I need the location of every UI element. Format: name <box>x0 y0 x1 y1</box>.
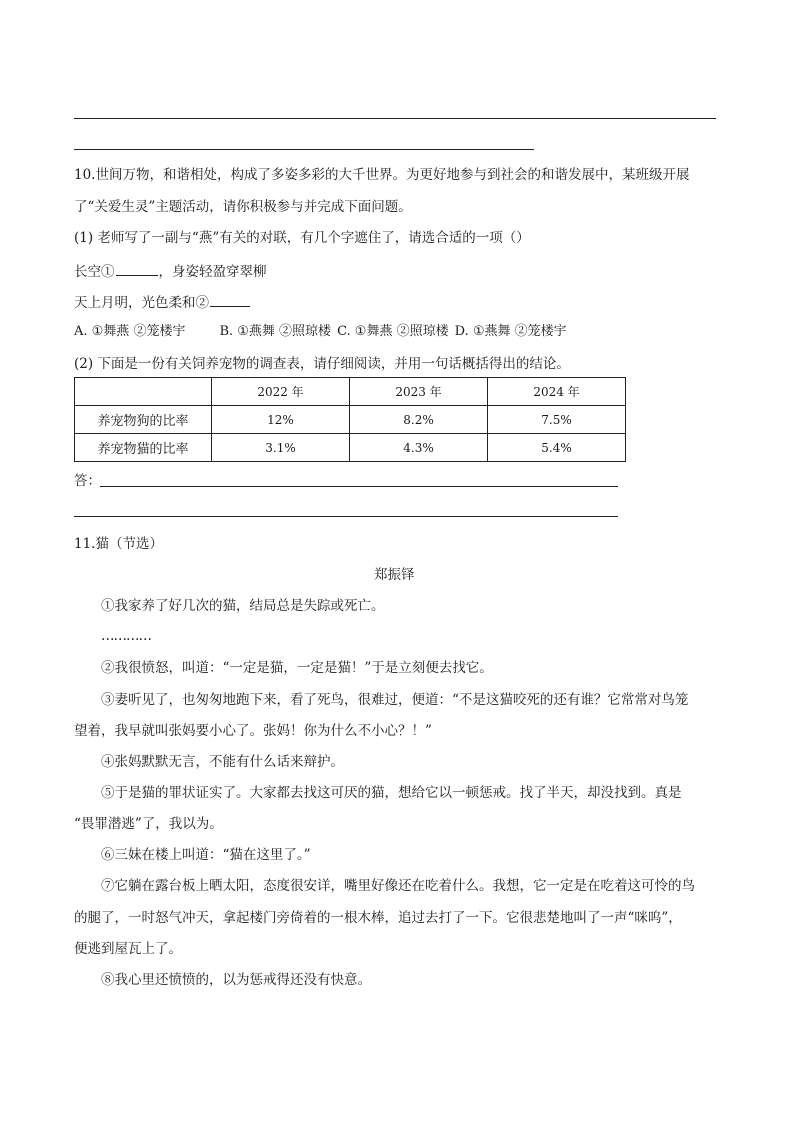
table-cell: 3.1% <box>212 434 350 462</box>
table-cell: 12% <box>212 406 350 434</box>
paragraph-2: ②我很愤怒，叫道：“一定是猫，一定是猫！”于是立刻便去找它。 <box>101 660 493 676</box>
table-cell: 5.4% <box>488 434 626 462</box>
table-cell: 4.3% <box>350 434 488 462</box>
table-row <box>75 406 626 434</box>
answer-line-top-2 <box>74 149 534 150</box>
table-cell: 养宠物狗的比率 <box>75 406 212 434</box>
couplet-line-1 <box>74 261 267 281</box>
paragraph-7-line1: ⑦它躺在露台板上晒太阳，态度很安详，嘴里好像还在吃着什么。我想，它一定是在吃着这可怜的鸟 <box>101 878 695 894</box>
couplet-line-2 <box>74 292 251 312</box>
paragraph-1: ①我家养了好几次的猫，结局总是失踪或死亡。 <box>101 598 385 614</box>
q10-part2-prompt: (2) 下面是一份有关饲养宠物的调查表，请仔细阅读，并用一句话概括得出的结论。 <box>74 356 570 372</box>
table-row <box>75 434 626 462</box>
table-header-row <box>75 378 626 406</box>
option-a: A. ①舞燕 ②笼楼宇 <box>74 324 186 339</box>
table-header-cell <box>75 378 212 406</box>
paragraph-3-line2: 望着，我早就叫张妈要小心了。张妈！你为什么不小心？！” <box>74 723 432 739</box>
answer-line-1 <box>100 486 618 487</box>
q10-stem-line2: 了“关爱生灵”主题活动，请你积极参与并完成下面问题。 <box>74 199 412 215</box>
paragraph-7-line3: 便逃到屋瓦上了。 <box>74 941 182 957</box>
ellipsis: ………… <box>101 628 151 644</box>
answer-line-top-1 <box>74 118 716 119</box>
answer-line-2 <box>74 516 618 517</box>
table-header-cell: 2022 年 <box>212 378 350 406</box>
paragraph-7-line2: 的腿了，一时怒气冲天，拿起楼门旁倚着的一根木棒，追过去打了一下。它很悲楚地叫了一声“咪呜”， <box>74 910 682 926</box>
q11-heading: 11.猫（节选） <box>74 536 163 552</box>
table-cell: 8.2% <box>350 406 488 434</box>
article-author: 郑振铎 <box>374 567 415 583</box>
pet-survey-table <box>74 377 626 462</box>
table-cell: 7.5% <box>488 406 626 434</box>
option-d: D. ①燕舞 ②笼楼宇 <box>454 324 567 339</box>
paragraph-8: ⑧我心里还愤愤的，以为惩戒得还没有快意。 <box>101 972 371 988</box>
q10-options <box>74 323 567 341</box>
paragraph-5-line1: ⑤于是猫的罪状证实了。大家都去找这可厌的猫，想给它以一顿惩戒。找了半天，却没找到。真是 <box>101 785 682 801</box>
paragraph-5-line2: “畏罪潜逃”了，我以为。 <box>74 816 223 832</box>
option-c: C. ①舞燕 ②照琼楼 <box>337 324 449 339</box>
q10-stem-line1: 10.世间万物，和谐相处，构成了多姿多彩的大千世界。为更好地参与到社会的和谐发展中，某班级开展 <box>74 167 690 183</box>
q10-part1-prompt: (1) 老师写了一副与“燕”有关的对联，有几个字遮住了，请选合适的一项（） <box>74 230 530 246</box>
couplet-line1-start: 长空① <box>74 264 115 280</box>
paragraph-4: ④张妈默默无言，不能有什么话来辩护。 <box>101 754 344 770</box>
couplet-line1-end: ，身姿轻盈穿翠柳 <box>158 264 267 280</box>
paragraph-6: ⑥三妹在楼上叫道：“猫在这里了。” <box>101 847 311 863</box>
table-header-cell: 2024 年 <box>488 378 626 406</box>
option-b: B. ①燕舞 ②照琼楼 <box>219 324 332 339</box>
paragraph-3-line1: ③妻听见了，也匆匆地跑下来，看了死鸟，很难过，便道：“不是这猫咬死的还有谁？它常常对鸟笼 <box>101 692 689 708</box>
couplet-blank-1 <box>116 261 158 276</box>
couplet-line2-start: 天上月明，光色柔和② <box>74 295 209 311</box>
table-header-cell: 2023 年 <box>350 378 488 406</box>
answer-label: 答： <box>74 473 101 489</box>
couplet-blank-2 <box>210 292 250 307</box>
table-cell: 养宠物猫的比率 <box>75 434 212 462</box>
